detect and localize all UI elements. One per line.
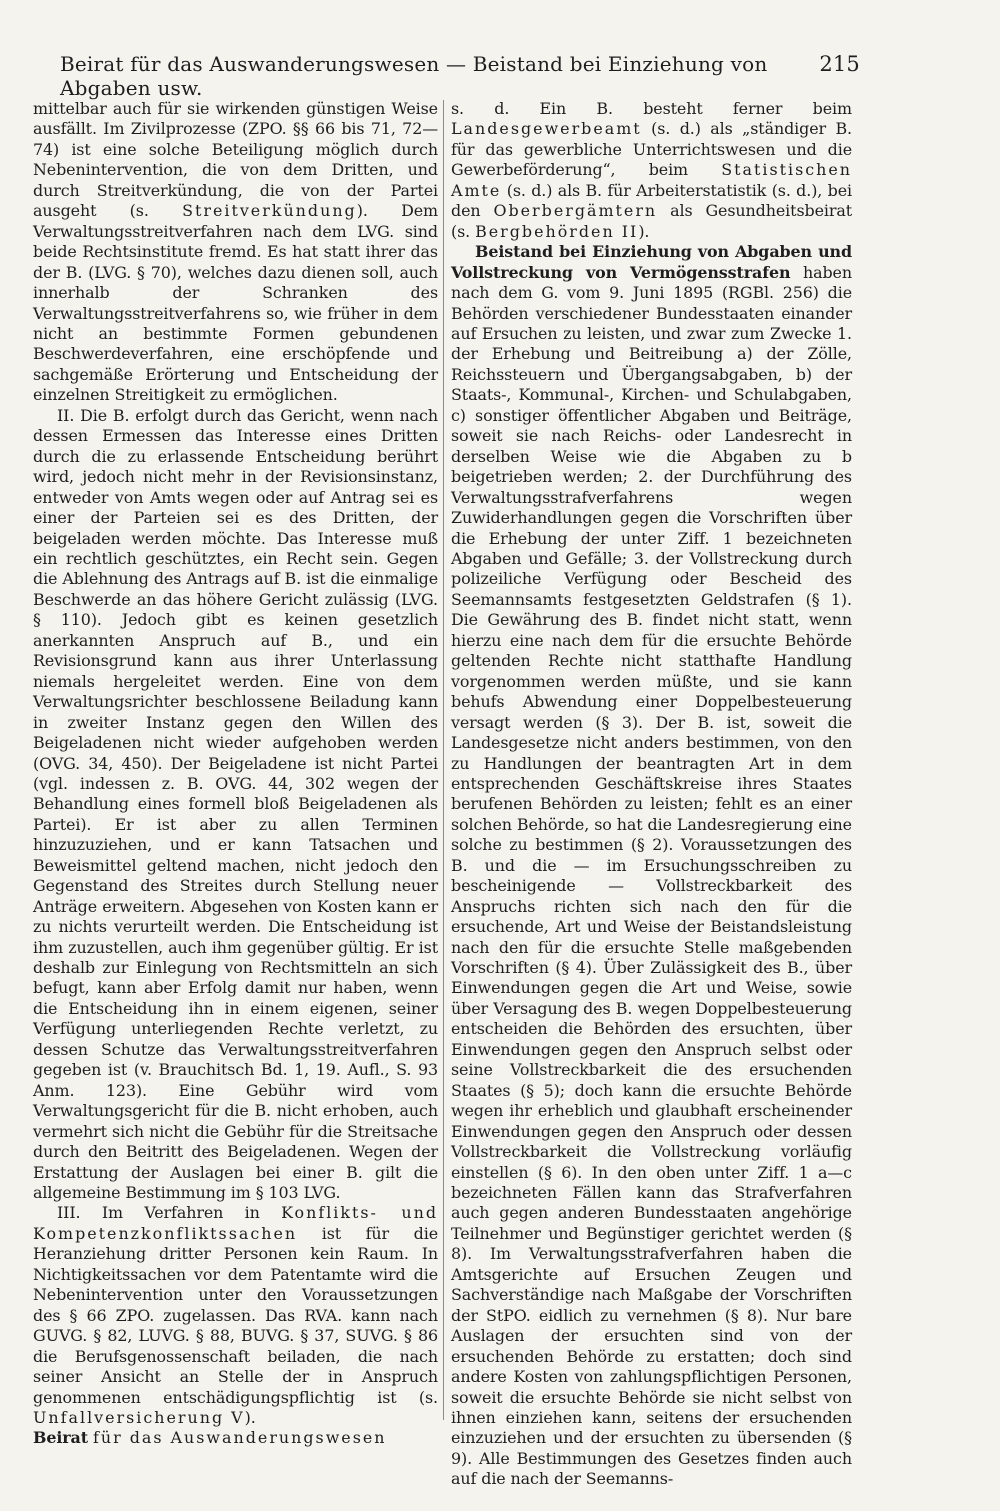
column-divider (443, 100, 444, 1420)
page-header (60, 52, 860, 100)
right-column (451, 99, 852, 1490)
spaced-term: Oberbergämtern (493, 201, 658, 221)
entry-beistand: Beistand bei Einziehung von Abgaben und Vollstreckung von Vermögensstrafen haben nach dem G. vom 9. Juni 1895 (RGBl. 256) die Behörden verschiedener Bundesstaaten einander auf Ersuchen zu leisten, und zwar zum Zwecke 1. der Erhebung und Beitreibung a) der Zölle, Reichssteuern und Übergangsabgaben, b) der Staats-, Kommunal-, Kirchen- und Schulabgaben, c) sonstiger öffentlicher Abgaben und Beiträge, soweit sie nach Reichs- oder Landesrecht in derselben Weise wie die Abgaben zu b beigetrieben werden; 2. der Durchführung des Verwaltungsstrafverfahrens wegen Zuwiderhandlungen gegen die Vorschriften über die Erhebung der unter Ziff. 1 bezeichneten Abgaben und Gefälle; 3. der Vollstreckung durch polizeiliche Verfügung oder Bescheid des Seemannsamts festgesetzten Geldstrafen (§ 1). Die Gewährung des B. findet nicht statt, wenn hierzu eine nach dem für die ersuchte Behörde geltenden Rechte nicht statthafte Handlung vorgenommen werden müßte, und sie kann behufs Abwendung einer Doppelbesteuerung versagt werden (§ 3). Der B. ist, soweit die Landesgesetze nicht anders bestimmen, von den zu Handlungen der beantragten Art in dem entsprechenden Geschäftskreise ihres Staates berufenen Behörden zu leisten; fehlt es an einer solchen Behörde, so hat die Landesregierung eine solche zu bestimmen (§ 2). Voraussetzungen des B. und die — im Ersuchungsschreiben zu bescheinigende — Vollstreckbarkeit des Anspruchs richten sich nach den für die ersuchende, Art und Weise der Beistandsleistung nach den für die ersuchte Stelle maßgebenden Vorschriften (§ 4). Über Zulässigkeit des B., über Einwendungen gegen die Art und Weise, sowie über Versagung des B. wegen Doppelbesteuerung entscheiden die Behörden des ersuchten, über Einwendungen gegen den Anspruch selbst oder seine Vollstreckbarkeit die des ersuchenden Staates (§ 5); doch kann die ersuchte Behörde wegen ihr erheblich und glaubhaft erscheinender Einwendungen gegen den Anspruch oder dessen Vollstreckbarkeit die Vollstreckung vorläufig einstellen (§ 6). In den oben unter Ziff. 1 a—c bezeichneten Fällen kann das Strafverfahren auch gegen anderen Bundesstaaten angehörige Teilnehmer und Begünstiger gerichtet werden (§ 8). Im Verwaltungsstrafverfahren haben die Amtsgerichte auf Ersuchen Zeugen und Sachverständige nach Maßgabe der Vorschriften der StPO. eidlich zu vernehmen (§ 8). Nur bare Auslagen der ersuchten sind von der ersuchenden Behörde zu erstatten; doch sind andere Kosten von zahlungspflichtigen Personen, soweit die ersuchte Behörde sie nicht selbst von ihnen einziehen kann, seitens der ersuchenden einzuziehen und der ersuchten zu übersenden (§ 9). Alle Bestimmungen des Gesetzes finden auch auf die nach der Seemanns- (451, 242, 852, 1489)
spaced-term: Konflikts- und Kompetenzkonfliktssachen (33, 1203, 439, 1243)
entry-heading-beistand: Beistand bei Einziehung von Abgaben und Vollstreckung von Vermögensstrafen (451, 242, 852, 282)
cross-reference: Bergbehörden II (475, 221, 639, 241)
page-number: 215 (819, 52, 860, 76)
cross-reference: Unfallversicherung V (33, 1408, 245, 1427)
paragraph-beiladung-intro: mittelbar auch für sie wirkenden günstigen Weise ausfällt. Im Zivilprozesse (ZPO. §§ 66 bis 71, 72—74) ist eine solche Beteiligung möglich durch Nebenintervention, die von dem Dritten, und durch Streitverkündung, die von der Partei ausgeht (s. Streitverkündung). Dem Verwaltungsstreitverfahren nach dem LVG. sind beide Rechtsinstitute fremd. Es hat statt ihrer das der B. (LVG. § 70), welches dazu dienen soll, auch innerhalb der Schranken des Verwaltungsstreitverfahrens so, wie früher in dem nicht an bestimmte Formen gebundenen Beschwerdeverfahren, eine erschöpfende und sachgemäße Erörterung und Entscheidung der einzelnen Streitigkeit zu ermöglichen. (33, 99, 439, 405)
spaced-term: Landesgewerbeamt (451, 119, 642, 139)
paragraph-section-ii: II. Die B. erfolgt durch das Gericht, wenn nach dessen Ermessen das Interesse eines Dritten durch die zu erlassende Entscheidung berührt wird, jedoch nicht mehr in der Revisionsinstanz, entweder von Amts wegen oder auf Antrag sei es einer der Parteien sei es des Dritten, der beigeladen werden möchte. Das Interesse muß ein rechtlich geschütztes, ein Recht sein. Gegen die Ablehnung des Antrags auf B. ist die einmalige Beschwerde an das höhere Gericht zulässig (LVG. § 110). Jedoch gibt es keinen gesetzlich anerkannten Anspruch auf B., und ein Revisionsgrund kann aus ihrer Unterlassung niemals hergeleitet werden. Eine von dem Verwaltungsrichter beschlossene Beiladung kann in zweiter Instanz gegen den Willen des Beigeladenen nicht wieder aufgehoben werden (OVG. 34, 450). Der Beigeladene ist nicht Partei (vgl. indessen z. B. OVG. 44, 302 wegen der Behandlung eines formell bloß Beigeladenen als Partei). Er ist aber zu allen Terminen hinzuzuziehen, und er kann Tatsachen und Beweismittel geltend machen, nicht jedoch den Gegenstand des Streites durch Stellung neuer Anträge erweitern. Abgesehen von Kosten kann er zu nichts verurteilt werden. Die Entscheidung ist ihm zuzustellen, auch ihm gegenüber gültig. Er ist deshalb zur Einlegung von Rechtsmitteln an sich befugt, kann aber Erfolg damit nur haben, wenn die Entscheidung ihn in einem eigenen, seiner Verfügung unterliegenden Rechte verletzt, zu dessen Schutze das Verwaltungsstreitverfahren gegeben ist (v. Brauchitsch Bd. 1, 19. Aufl., S. 93 Anm. 123). Eine Gebühr wird vom Verwaltungsgericht für die B. nicht erhoben, auch vermehrt sich nicht die Gebühr für die Streitsache durch den Beitritt des Beigeladenen. Wegen der Erstattung der Auslagen bei einer B. gilt die allgemeine Bestimmung im § 103 LVG. (33, 405, 438, 1203)
left-column (33, 99, 438, 1449)
entry-keyword: Beirat (33, 1428, 88, 1448)
paragraph-section-iii: III. Im Verfahren in Konflikts- und Kompetenzkonfliktssachen ist für die Heranziehung dritter Personen kein Raum. In Nichtigkeitssachen vor dem Patentamte wird die Nebenintervention unter den Voraussetzungen des § 66 ZPO. zugelassen. Das RVA. kann nach GUVG. § 82, LUVG. § 88, BUVG. § 37, SUVG. § 86 die Berufsgenossenschaft beiladen, die nach seiner Ansicht an Stelle der in Anspruch genommenen entschädigungspflichtig ist (s. Unfallversicherung V). (33, 1203, 439, 1427)
entry-heading-beirat: Beirat für das Auswanderungswesen (33, 1428, 387, 1448)
running-title: Beirat für das Auswanderungswesen — Beistand bei Einziehung von Abgaben usw. (60, 52, 768, 100)
spaced-term: Statistischen Amte (451, 160, 852, 200)
cross-reference: Streitverkündung (182, 201, 357, 221)
paragraph-beirat-continued: s. d. Ein B. besteht ferner beim Landesgewerbeamt (s. d.) als „ständiger B. für das gewerbliche Unterrichtswesen und die Gewerbeförderung“, beim Statistischen Amte (s. d.) als B. für Arbeiterstatistik (s. d.), bei den Oberbergämtern als Gesundheitsbeirat (s. Bergbehörden II). (451, 99, 853, 241)
